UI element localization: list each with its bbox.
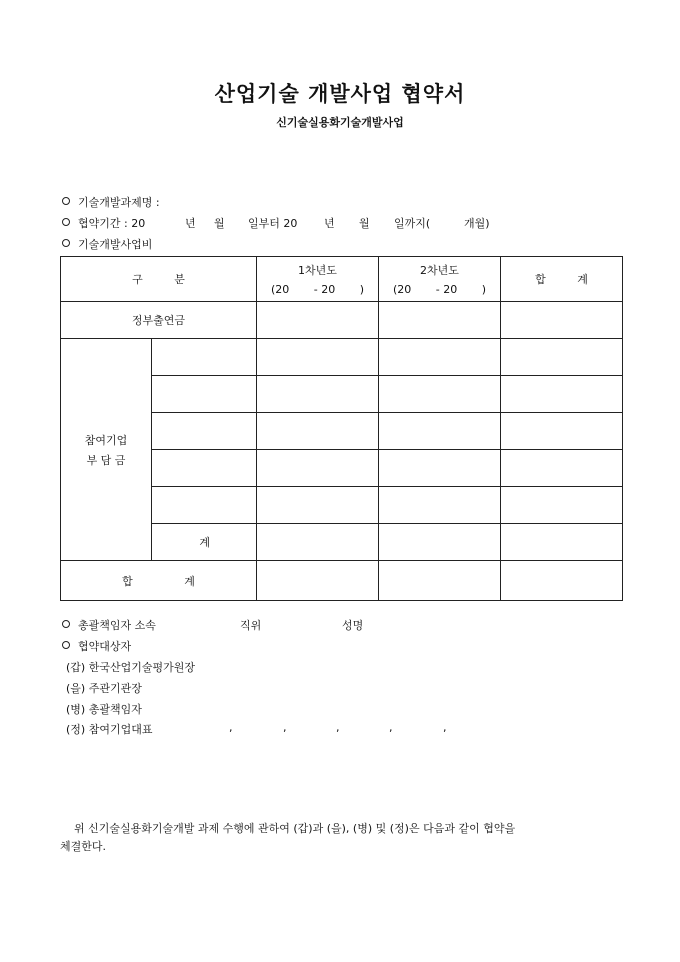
comma-1: , bbox=[229, 721, 233, 734]
grand-total-label: 합 계 bbox=[61, 561, 257, 601]
table-cell bbox=[152, 376, 257, 413]
year2-dash: - 20 bbox=[435, 283, 458, 296]
budget-table bbox=[60, 256, 623, 601]
table-cell bbox=[152, 339, 257, 376]
table-row bbox=[61, 339, 623, 376]
header-year2 bbox=[379, 257, 501, 302]
period-line bbox=[62, 215, 562, 231]
party-gap: (갑) 한국산업기술평가원장 bbox=[66, 661, 195, 674]
budget-label: 기술개발사업비 bbox=[78, 238, 153, 251]
task-name-line bbox=[62, 194, 160, 210]
budget-line bbox=[62, 236, 152, 252]
period-year2-unit: 년 bbox=[324, 217, 335, 230]
year2-open: (20 bbox=[393, 283, 412, 296]
period-label: 협약기간 : 20 bbox=[78, 217, 146, 230]
leader-name: 성명 bbox=[342, 619, 364, 632]
party-jeong-line bbox=[66, 721, 486, 737]
year1-period bbox=[257, 283, 378, 296]
document-title: 산업기술 개발사업 협약서 bbox=[214, 81, 466, 106]
table-cell bbox=[501, 561, 623, 601]
parties-heading-line bbox=[62, 638, 131, 654]
table-cell bbox=[257, 450, 379, 487]
table-cell bbox=[379, 413, 501, 450]
table-cell bbox=[257, 302, 379, 339]
party-jeong: (정) 참여기업대표 bbox=[66, 723, 153, 736]
table-cell bbox=[257, 524, 379, 561]
table-cell bbox=[257, 413, 379, 450]
table-row-grand-total bbox=[61, 561, 623, 601]
comma-4: , bbox=[389, 721, 393, 734]
table-cell bbox=[379, 487, 501, 524]
leader-position: 직위 bbox=[240, 619, 262, 632]
table-cell bbox=[501, 487, 623, 524]
comma-5: , bbox=[443, 721, 447, 734]
year1-label: 1차년도 bbox=[298, 264, 337, 277]
period-month2-unit: 월 bbox=[359, 217, 370, 230]
bullet-icon bbox=[62, 218, 70, 226]
closing-line-1: 위 신기술실용화기술개발 과제 수행에 관하여 (갑)과 (을), (병) 및 (정)은 다음과 같이 협약을 bbox=[74, 822, 516, 835]
company-share-label bbox=[61, 339, 152, 561]
subtotal-label: 계 bbox=[152, 524, 257, 561]
table-cell bbox=[501, 524, 623, 561]
table-cell bbox=[379, 376, 501, 413]
period-year1-unit: 년 bbox=[185, 217, 196, 230]
table-header-row bbox=[61, 257, 623, 302]
year1-dash: - 20 bbox=[313, 283, 336, 296]
table-cell bbox=[501, 302, 623, 339]
table-cell bbox=[501, 376, 623, 413]
header-division: 구 분 bbox=[61, 257, 257, 302]
table-cell bbox=[379, 302, 501, 339]
bullet-icon bbox=[62, 239, 70, 247]
table-cell bbox=[501, 450, 623, 487]
task-name-label: 기술개발과제명 : bbox=[78, 196, 160, 209]
table-cell bbox=[152, 413, 257, 450]
comma-2: , bbox=[283, 721, 287, 734]
leader-line bbox=[62, 617, 462, 633]
table-cell bbox=[501, 413, 623, 450]
header-total: 합 계 bbox=[501, 257, 623, 302]
bullet-icon bbox=[62, 641, 70, 649]
party-eul: (을) 주관기관장 bbox=[66, 682, 142, 695]
party-byeong: (병) 총괄책임자 bbox=[66, 703, 142, 716]
period-from: 일부터 20 bbox=[248, 217, 298, 230]
year2-close: ) bbox=[481, 283, 486, 296]
bullet-icon bbox=[62, 620, 70, 628]
year1-close: ) bbox=[359, 283, 364, 296]
table-cell bbox=[257, 487, 379, 524]
document-subtitle: 신기술실용화기술개발사업 bbox=[276, 116, 404, 129]
year2-period bbox=[379, 283, 500, 296]
header-year1 bbox=[257, 257, 379, 302]
table-cell bbox=[379, 561, 501, 601]
leader-affiliation: 총괄책임자 소속 bbox=[78, 619, 156, 632]
period-to: 일까지( bbox=[394, 217, 431, 230]
bullet-icon bbox=[62, 197, 70, 205]
company-label-2: 부 담 금 bbox=[86, 453, 126, 467]
table-cell bbox=[379, 524, 501, 561]
period-months: 개월) bbox=[464, 217, 490, 230]
year2-label: 2차년도 bbox=[420, 264, 459, 277]
parties-heading: 협약대상자 bbox=[78, 640, 132, 653]
table-cell bbox=[257, 376, 379, 413]
table-cell bbox=[152, 450, 257, 487]
table-cell bbox=[379, 339, 501, 376]
table-cell bbox=[501, 339, 623, 376]
table-cell bbox=[257, 339, 379, 376]
gov-fund-label: 정부출연금 bbox=[61, 302, 257, 339]
period-month1-unit: 월 bbox=[214, 217, 225, 230]
company-label-1: 참여기업 bbox=[84, 433, 128, 447]
closing-line-2: 체결한다. bbox=[60, 840, 107, 853]
year1-open: (20 bbox=[271, 283, 290, 296]
table-cell bbox=[257, 561, 379, 601]
table-cell bbox=[152, 487, 257, 524]
table-cell bbox=[379, 450, 501, 487]
comma-3: , bbox=[336, 721, 340, 734]
table-row-gov-fund bbox=[61, 302, 623, 339]
